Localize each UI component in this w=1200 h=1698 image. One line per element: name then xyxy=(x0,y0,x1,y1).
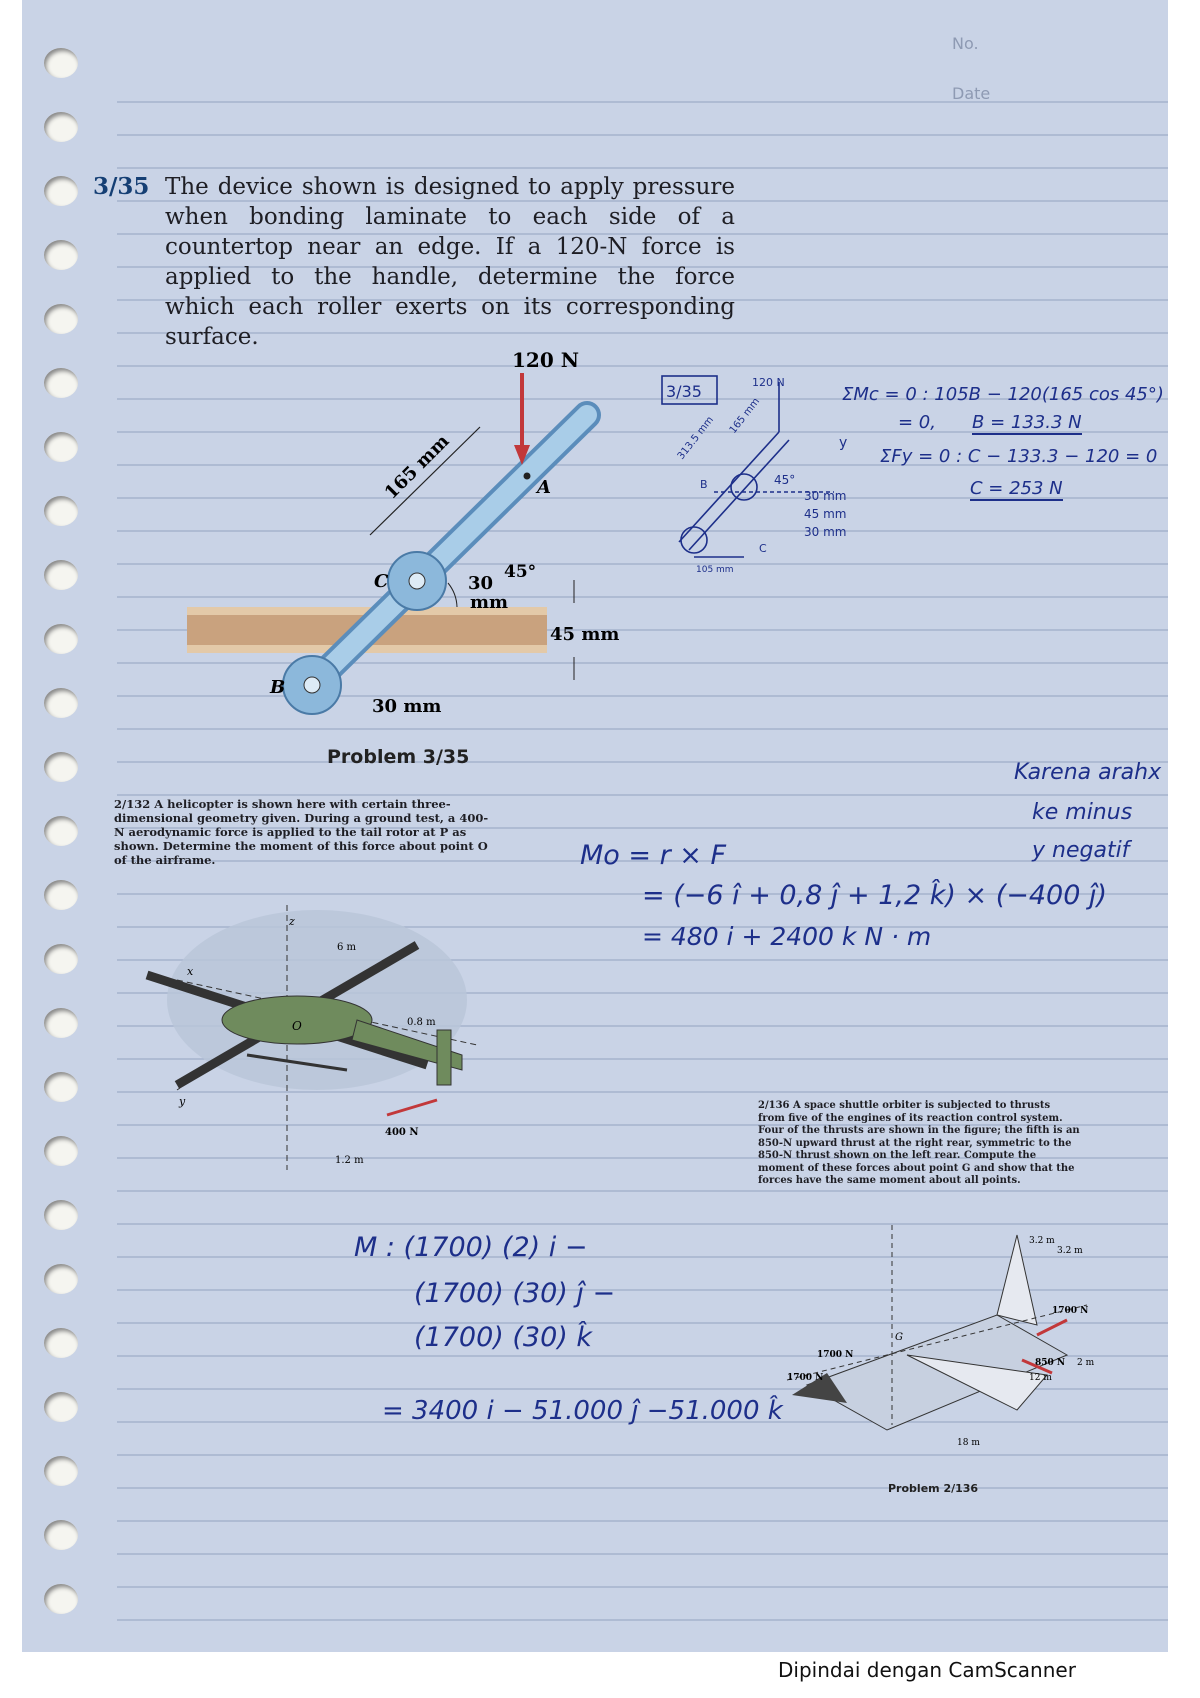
note-line-2: ke minus xyxy=(1032,800,1133,825)
sketch-roller-c xyxy=(731,474,757,500)
dim-45-label: 45 mm xyxy=(550,624,620,645)
roller-b-pin xyxy=(304,677,320,693)
problem-2-136-text: A space shuttle orbiter is subjected to thrusts from five of the engines of its reaction control system. Four of the thrusts are shown in the figure; the fifth is an 850-N upward thrust at the right rear, symmetric to the 850-N thrust shown on the left rear. Compute the moment of these forces about point G and show that the forces have the same moment about all points. xyxy=(758,1100,1080,1186)
note-line-1: Karena arahx xyxy=(1014,760,1162,785)
problem-2-136-statement xyxy=(758,1100,1080,1188)
angle-label: 45° xyxy=(504,562,537,582)
binder-hole xyxy=(44,1072,78,1102)
force-400-label: 400 N xyxy=(385,1127,419,1138)
thrust-arrow-1 xyxy=(1037,1320,1067,1335)
length-165-label: 165 mm xyxy=(380,430,454,504)
point-a xyxy=(524,473,531,480)
binder-hole xyxy=(44,1008,78,1038)
eq-result-b: B = 133.3 N xyxy=(972,412,1082,433)
problem-3-35-statement xyxy=(93,172,735,352)
binder-hole xyxy=(44,368,78,398)
note-line-3: y negatif xyxy=(1032,838,1130,863)
shuttle-eq-line-2: (1700) (30) ĵ − xyxy=(414,1278,616,1309)
y-label: y xyxy=(179,1095,186,1108)
binder-hole xyxy=(44,1264,78,1294)
force-850: 850 N xyxy=(1035,1358,1066,1368)
eq-result-c: C = 253 N xyxy=(970,478,1063,499)
sketch-dim1: 30 mm xyxy=(804,489,847,503)
binder-hole xyxy=(44,944,78,974)
sketch-dim3: 30 mm xyxy=(804,525,847,539)
binder-hole xyxy=(44,624,78,654)
binder-hole xyxy=(44,1456,78,1486)
roller-c-pin xyxy=(409,573,425,589)
x-label: x xyxy=(187,965,194,978)
eq-line-1: ΣMc = 0 : 105B − 120(165 cos 45°) xyxy=(842,384,1164,405)
sketch-box-label: 3/35 xyxy=(666,382,702,401)
binder-hole xyxy=(44,496,78,526)
moment-eq-line-3: = 480 i + 2400 k N · m xyxy=(642,922,932,951)
sketch-len-a: 313.5 mm xyxy=(675,414,716,462)
sketch-dim2: 45 mm xyxy=(804,507,847,521)
eq-line-3: ΣFy = 0 : C − 133.3 − 120 = 0 xyxy=(880,446,1158,467)
sketch-y-label: y xyxy=(839,435,848,451)
binder-hole xyxy=(44,48,78,78)
binder-hole xyxy=(44,1136,78,1166)
problem-2-132-text: A helicopter is shown here with certain three-dimensional geometry given. During a ground test, a 400-N aerodynamic force is applied to the tail rotor at P as shown. Determine the moment of this force about point O of the airframe. xyxy=(114,797,489,867)
binder-hole xyxy=(44,432,78,462)
label-b: B xyxy=(270,677,286,698)
dim-08m: 0.8 m xyxy=(407,1017,436,1028)
sketch-c-label: C xyxy=(759,542,767,555)
figure-caption: Problem 3/35 xyxy=(327,746,470,765)
date-label: Date xyxy=(952,84,991,103)
binder-hole xyxy=(44,752,78,782)
label-c: C xyxy=(374,571,389,592)
force-1700-a: 1700 N xyxy=(1052,1306,1089,1316)
shuttle-caption: Problem 2/136 xyxy=(888,1482,979,1495)
sketch-len-b: 165 mm xyxy=(727,396,763,436)
shuttle-eq-line-3: (1700) (30) k̂ xyxy=(414,1322,593,1353)
notebook-page xyxy=(22,0,1168,1652)
problem-2-132-statement xyxy=(114,797,492,867)
shuttle-eq-line-1: M : (1700) (2) i − xyxy=(354,1232,588,1263)
dim-12m: 12 m xyxy=(1029,1373,1052,1383)
dim-30mm-label: 30 mm xyxy=(372,696,442,717)
angle-arc xyxy=(448,583,457,607)
binder-hole xyxy=(44,688,78,718)
force-400-arrow xyxy=(387,1100,437,1115)
helicopter-figure xyxy=(117,905,497,1170)
shuttle-figure xyxy=(767,1225,1097,1465)
binder-hole xyxy=(44,816,78,846)
eq-line-2: = 0, xyxy=(898,412,936,433)
binder-hole xyxy=(44,1520,78,1550)
figure-3-35 xyxy=(152,345,632,765)
binder-hole xyxy=(44,304,78,334)
dim-6m: 6 m xyxy=(337,942,357,953)
dim-18m: 18 m xyxy=(957,1438,980,1448)
force-1700-c: 1700 N xyxy=(787,1373,824,1383)
binder-hole xyxy=(44,240,78,270)
sketch-b-label: B xyxy=(700,478,708,491)
moment-eq-line-1: Mo = r × F xyxy=(580,840,727,871)
binder-hole xyxy=(44,176,78,206)
binder-hole xyxy=(44,1200,78,1230)
scanner-watermark: Dipindai dengan CamScanner xyxy=(778,1658,1076,1682)
binder-hole xyxy=(44,1328,78,1358)
binder-hole xyxy=(44,880,78,910)
label-a: A xyxy=(537,477,551,498)
dim-mm-label: mm xyxy=(470,592,509,613)
point-g-label: G xyxy=(895,1332,903,1343)
binder-hole xyxy=(44,1584,78,1614)
binder-hole xyxy=(44,112,78,142)
solution-sketch-3-35 xyxy=(634,372,864,582)
tail-fin xyxy=(437,1030,451,1085)
force-label: 120 N xyxy=(512,348,579,372)
dim-3-2m-a: 3.2 m xyxy=(1029,1236,1055,1246)
problem-3-35-number: 3/35 xyxy=(93,173,150,200)
problem-2-132-number: 2/132 xyxy=(114,797,151,811)
sketch-len-c: 105 mm xyxy=(696,565,734,575)
binder-hole xyxy=(44,560,78,590)
dim-30-label: 30 xyxy=(468,573,494,594)
problem-2-136-number: 2/136 xyxy=(758,1100,790,1111)
dim-12m: 1.2 m xyxy=(335,1155,364,1166)
moment-eq-line-2: = (−6 î + 0,8 ĵ + 1,2 k̂) × (−400 ĵ) xyxy=(642,880,1108,911)
sketch-force-label: 120 N xyxy=(752,376,785,389)
problem-3-35-text: The device shown is designed to apply pressure when bonding laminate to each side of a countertop near an edge. If a 120-N force is applied to the handle, determine the force which each roller exerts on its corresponding surface. xyxy=(165,174,735,350)
shuttle-tail xyxy=(997,1235,1037,1325)
sketch-handle-2 xyxy=(689,440,789,550)
z-label: z xyxy=(289,915,295,928)
binder-hole xyxy=(44,1392,78,1422)
sketch-roller-b xyxy=(681,527,707,553)
dim-3-2m-b: 3.2 m xyxy=(1057,1246,1083,1256)
force-1700-b: 1700 N xyxy=(817,1350,854,1360)
origin-o-label: O xyxy=(292,1019,302,1033)
sketch-angle: 45° xyxy=(774,473,796,487)
no-label: No. xyxy=(952,34,979,53)
shuttle-eq-result: = 3400 i − 51.000 ĵ −51.000 k̂ xyxy=(382,1396,783,1426)
dim-2m: 2 m xyxy=(1077,1358,1095,1368)
